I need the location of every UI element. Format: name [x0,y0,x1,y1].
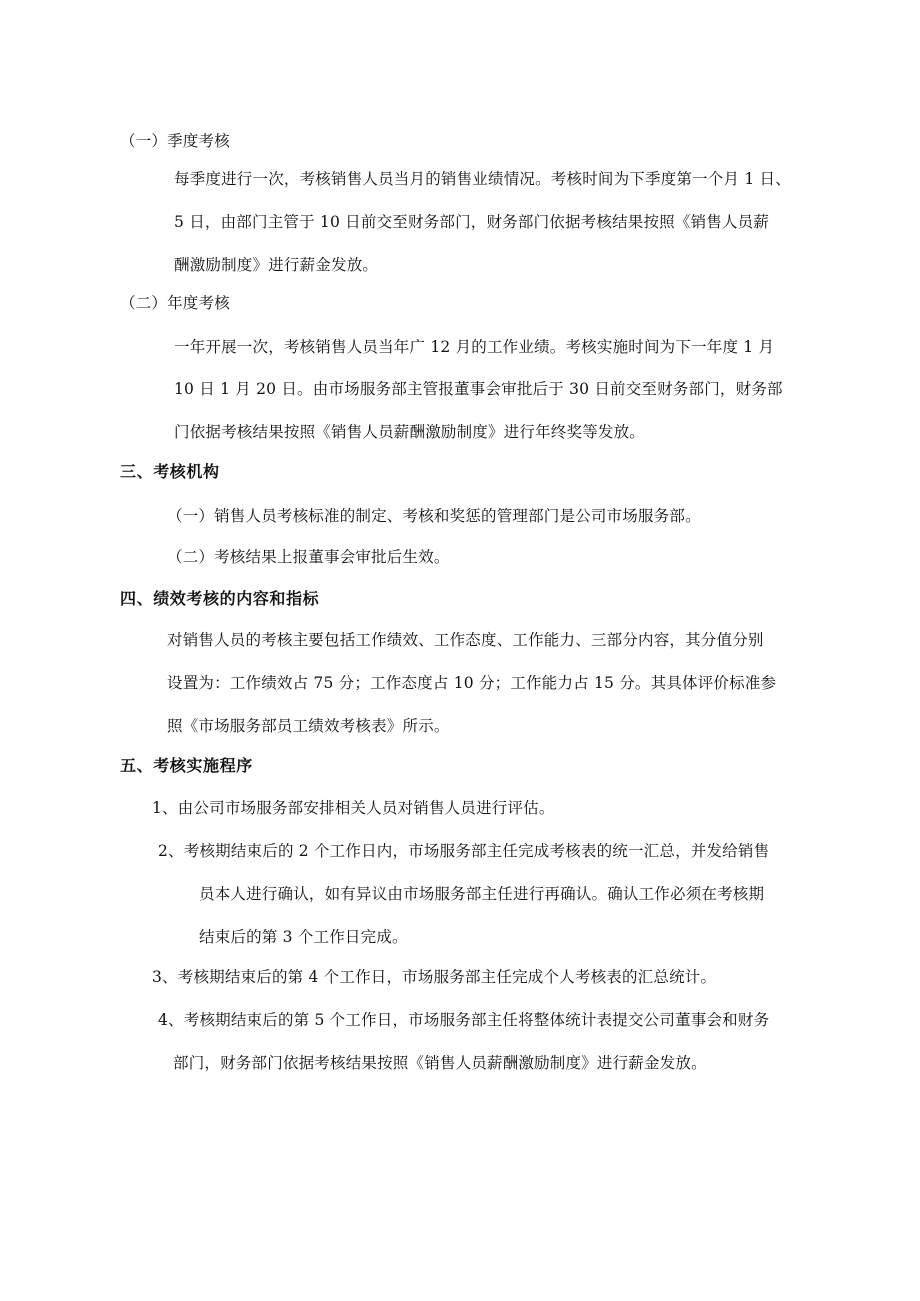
paragraph-line: 每季度进行一次，考核销售人员当月的销售业绩情况。考核时间为下季度第一个月 1 日、 [174,170,791,188]
section-heading-content: 四、绩效考核的内容和指标 [120,589,320,608]
procedure-step-3: 3、考核期结束后的第 4 个工作日，市场服务部主任完成个人考核表的汇总统计。 [152,968,717,986]
paragraph-line: 酬激励制度》进行薪金发放。 [174,256,379,274]
procedure-step-2: 2、考核期结束后的 2 个工作日内，市场服务部主任完成考核表的统一汇总，并发给销售 [158,842,770,860]
section-heading-org: 三、考核机构 [120,462,220,481]
paragraph-line: 设置为：工作绩效占 75 分；工作态度占 10 分；工作能力占 15 分。其具体评价标准参 [167,674,777,692]
paragraph-line: 员本人进行确认，如有异议由市场服务部主任进行再确认。确认工作必须在考核期 [199,885,765,903]
paragraph-line: 照《市场服务部员工绩效考核表》所示。 [167,717,450,735]
procedure-step-4: 4、考核期结束后的第 5 个工作日，市场服务部主任将整体统计表提交公司董事会和财务 [158,1011,770,1029]
paragraph-line: 对销售人员的考核主要包括工作绩效、工作态度、工作能力、三部分内容，其分值分别 [167,631,764,649]
paragraph-line: 门依据考核结果按照《销售人员薪酬激励制度》进行年终奖等发放。 [174,423,646,441]
paragraph-line: 结束后的第 3 个工作日完成。 [199,928,408,946]
paragraph-line: 10 日 1 月 20 日。由市场服务部主管报董事会审批后于 30 日前交至财务部门，财务部 [174,380,783,398]
list-item: （一）销售人员考核标准的制定、考核和奖惩的管理部门是公司市场服务部。 [167,507,701,525]
paragraph-line: 5 日，由部门主管于 10 日前交至财务部门，财务部门依据考核结果按照《销售人员薪 [174,213,770,231]
list-item: （二）考核结果上报董事会审批后生效。 [167,548,450,566]
paragraph-line: 一年开展一次，考核销售人员当年广 12 月的工作业绩。考核实施时间为下一年度 1 月 [174,338,775,356]
subsection-title-quarterly: （一）季度考核 [120,132,230,150]
paragraph-line: 部门，财务部门依据考核结果按照《销售人员薪酬激励制度》进行薪金发放。 [173,1054,707,1072]
subsection-title-annual: （二）年度考核 [120,294,230,312]
section-heading-procedure: 五、考核实施程序 [120,756,253,775]
procedure-step-1: 1、由公司市场服务部安排相关人员对销售人员进行评估。 [152,799,555,817]
